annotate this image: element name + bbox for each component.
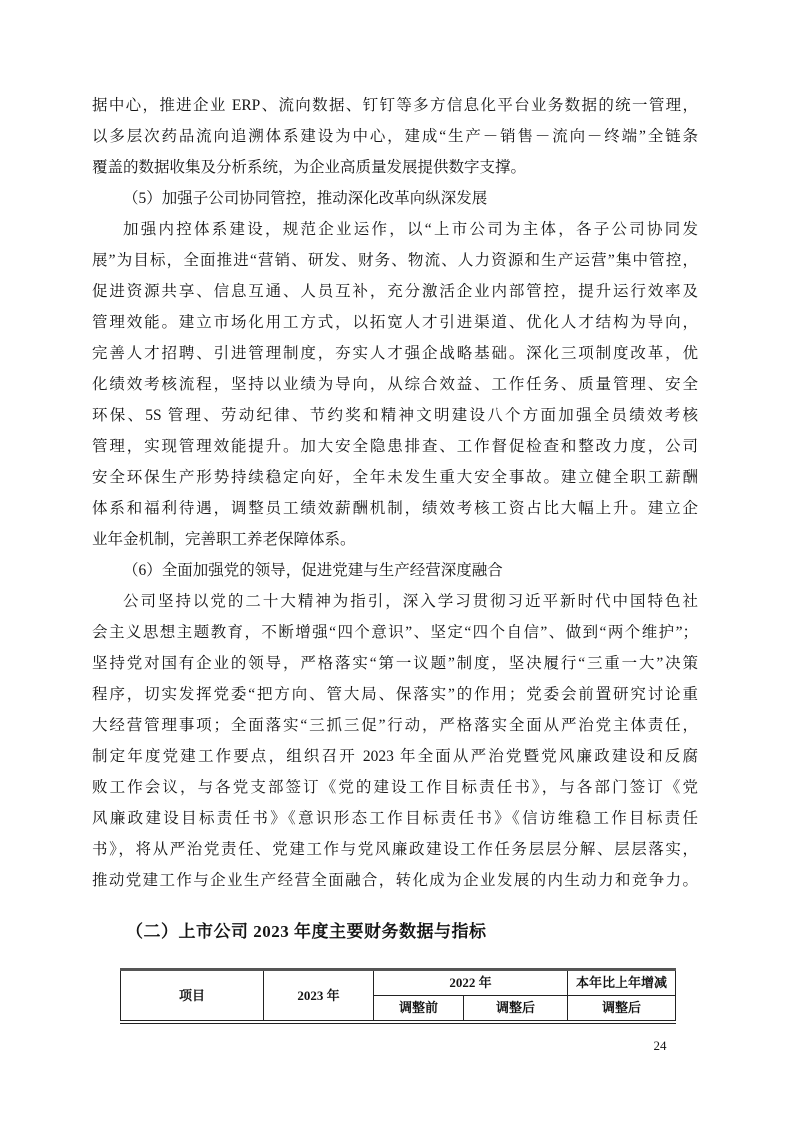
text-line: 程序，切实发挥党委“把方向、管大局、保落实”的作用；党委会前置研究讨论重	[92, 686, 698, 703]
text-line: 体系和福利待遇，调整员工绩效薪酬机制，绩效考核工资占比大幅上升。建立企	[92, 500, 698, 517]
text-line: 展”为目标，全面推进“营销、研发、财务、物流、人力资源和生产运营”集中管控，	[92, 252, 698, 269]
text-line: 据中心，推进企业 ERP、流向数据、钉钉等多方信息化平台业务数据的统一管理，	[92, 97, 698, 114]
text-line: 化绩效考核流程，坚持以业绩为导向，从综合效益、工作任务、质量管理、安全	[92, 376, 698, 393]
financial-data-table	[120, 968, 676, 1024]
col-header-2022: 2022 年	[374, 970, 568, 996]
text-line: 完善人才招聘、引进管理制度，夯实人才强企战略基础。深化三项制度改革，优	[92, 345, 698, 362]
text-line: 加强内控体系建设，规范企业运作，以“上市公司为主体，各子公司协同发	[123, 221, 698, 238]
text-line: 管理，实现管理效能提升。加大安全隐患排查、工作督促检查和整改力度，公司	[92, 438, 698, 455]
text-line: 业年金机制，完善职工养老保障体系。	[92, 531, 356, 548]
report-body-text	[92, 90, 698, 896]
text-line: （5）加强子公司协同管控，推动深化改革向纵深发展	[123, 190, 488, 207]
text-line: （6）全面加强党的领导，促进党建与生产经营深度融合	[123, 562, 503, 579]
col-header-change: 本年比上年增减	[568, 970, 676, 996]
text-line: 书》，将从严治党责任、党建工作与党风廉政建设工作任务层层分解、层层落实，	[92, 841, 698, 858]
paragraph	[92, 183, 698, 214]
col-header-2022-after-adjust: 调整后	[464, 996, 568, 1023]
section-heading: （二）上市公司 2023 年度主要财务数据与指标	[126, 922, 487, 941]
paragraph	[92, 90, 698, 183]
table-header-row-1	[121, 970, 676, 996]
text-line: 公司坚持以党的二十大精神为指引，深入学习贯彻习近平新时代中国特色社	[123, 593, 698, 610]
text-line: 环保、5S 管理、劳动纪律、节约奖和精神文明建设八个方面加强全员绩效考核	[92, 407, 698, 424]
text-line: 覆盖的数据收集及分析系统，为企业高质量发展提供数字支撑。	[92, 159, 527, 176]
text-line: 坚持党对国有企业的领导，严格落实“第一议题”制度，坚决履行“三重一大”决策	[92, 655, 698, 672]
page-number: 24	[653, 1038, 667, 1053]
text-line: 促进资源共享、信息互通、人员互补，充分激活企业内部管控，提升运行效率及	[92, 283, 698, 300]
paragraph	[92, 555, 698, 586]
text-line: 以多层次药品流向追溯体系建设为中心，建成“生产－销售－流向－终端”全链条	[92, 128, 698, 145]
col-header-change-after-adjust: 调整后	[568, 996, 676, 1023]
paragraph	[92, 214, 698, 555]
text-line: 风廉政建设目标责任书》《意识形态工作目标责任书》《信访维稳工作目标责任	[92, 810, 698, 827]
text-line: 会主义思想主题教育，不断增强“四个意识”、坚定“四个自信”、做到“两个维护”；	[92, 624, 698, 641]
text-line: 安全环保生产形势持续稳定向好，全年未发生重大安全事故。建立健全职工薪酬	[92, 469, 698, 486]
text-line: 制定年度党建工作要点，组织召开 2023 年全面从严治党暨党风廉政建设和反腐	[92, 748, 698, 765]
paragraph	[92, 586, 698, 896]
col-header-item: 项目	[121, 970, 264, 1023]
text-line: 管理效能。建立市场化用工方式，以拓宽人才引进渠道、优化人才结构为导向，	[92, 314, 698, 331]
col-header-2023: 2023 年	[264, 970, 374, 1023]
text-line: 大经营管理事项；全面落实“三抓三促”行动，严格落实全面从严治党主体责任，	[92, 717, 698, 734]
text-line: 败工作会议，与各党支部签订《党的建设工作目标责任书》，与各部门签订《党	[92, 779, 698, 796]
col-header-2022-before-adjust: 调整前	[374, 996, 464, 1023]
text-line: 推动党建工作与企业生产经营全面融合，转化成为企业发展的内生动力和竞争力。	[92, 872, 698, 889]
